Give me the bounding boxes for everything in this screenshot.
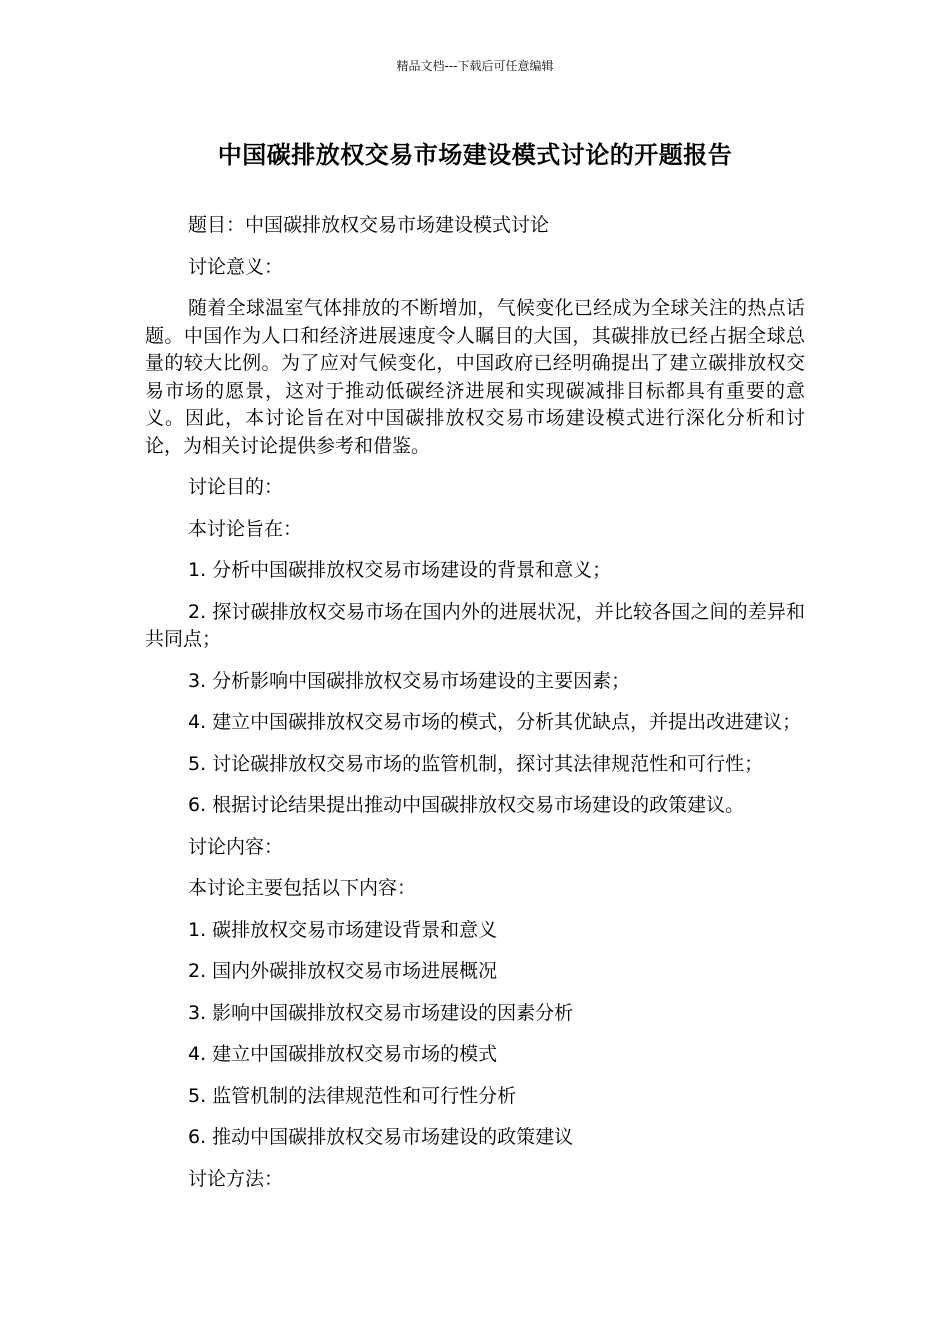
document-title: 中国碳排放权交易市场建设模式讨论的开题报告: [217, 141, 733, 169]
purpose-item-5: 5. 讨论碳排放权交易市场的监管机制，探讨其法律规范性和可行性；: [188, 752, 764, 775]
content-item-4: 4. 建立中国碳排放权交易市场的模式: [188, 1043, 498, 1065]
content-item-5: 5. 监管机制的法律规范性和可行性分析: [188, 1084, 517, 1107]
heading-method: 讨论方法：: [188, 1167, 284, 1190]
heading-purpose: 讨论目的：: [188, 476, 284, 498]
paragraph-topic: 题目：中国碳排放权交易市场建设模式讨论: [188, 214, 550, 236]
content-item-6: 6. 推动中国碳排放权交易市场建设的政策建议: [188, 1126, 574, 1148]
paragraph-content-intro: 本讨论主要包括以下内容：: [188, 877, 417, 899]
content-item-3: 3. 影响中国碳排放权交易市场建设的因素分析: [188, 1001, 574, 1024]
purpose-item-6: 6. 根据讨论结果提出推动中国碳排放权交易市场建设的政策建议。: [188, 794, 745, 816]
paragraph-significance: 随着全球温室气体排放的不断增加，气候变化已经成为全球关注的热点话题。中国作为人口和经济进展速度令人瞩目的大国，其碳排放已经占据全球总量的较大比例。为了应对气候变化，中国政府已经明确提出了建立碳排放权交易市场的愿景，这对于推动低碳经济进展和实现碳减排目标都具有重要的意义。因此，本讨论旨在对中国碳排放权交易市场建设模式进行深化分析和讨论，为相关讨论提供参考和借鉴。: [145, 297, 805, 457]
paragraph-purpose-intro: 本讨论旨在：: [188, 517, 303, 540]
header-note: 精品文档---下载后可任意编辑: [396, 59, 554, 73]
purpose-item-3: 3. 分析影响中国碳排放权交易市场建设的主要因素；: [188, 669, 631, 692]
heading-content: 讨论内容：: [188, 835, 284, 858]
content-item-1: 1. 碳排放权交易市场建设背景和意义: [188, 918, 498, 941]
document-body: [145, 212, 805, 1207]
heading-significance: 讨论意义：: [188, 255, 284, 278]
content-item-2: 2. 国内外碳排放权交易市场进展概况: [188, 960, 498, 982]
purpose-item-2: 2. 探讨碳排放权交易市场在国内外的进展状况，并比较各国之间的差异和共同点；: [145, 600, 805, 650]
purpose-item-4: 4. 建立中国碳排放权交易市场的模式，分析其优缺点，并提出改进建议；: [188, 711, 802, 733]
purpose-item-1: 1. 分析中国碳排放权交易市场建设的背景和意义；: [188, 559, 612, 581]
